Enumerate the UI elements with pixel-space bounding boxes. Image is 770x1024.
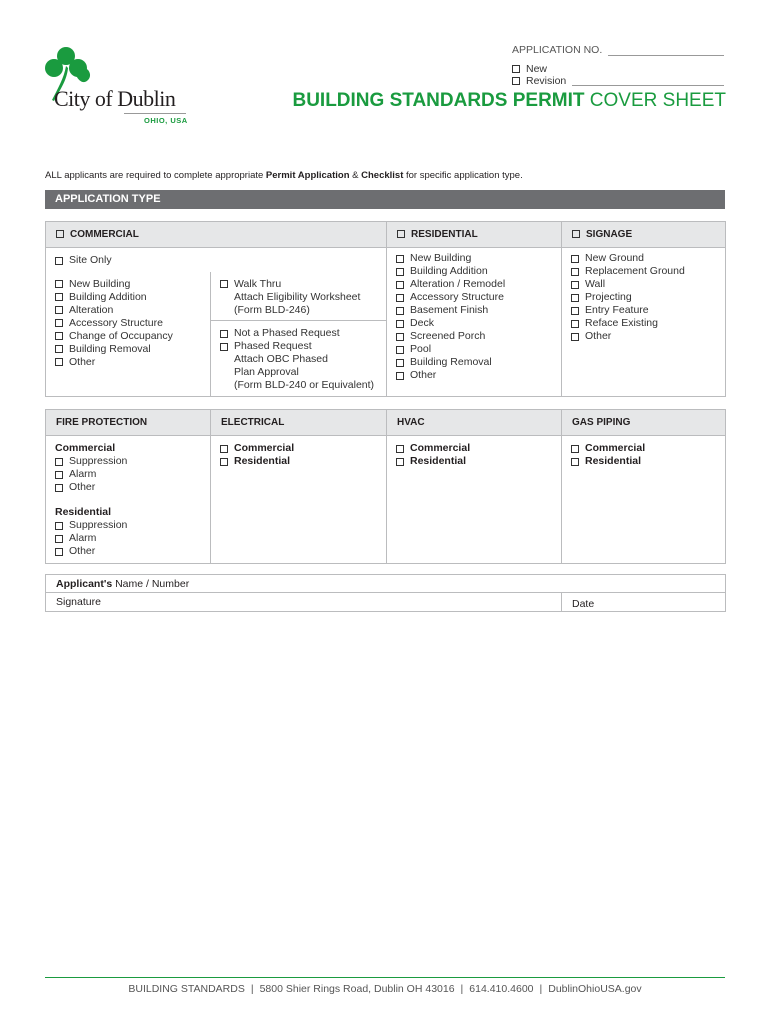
checkbox[interactable] xyxy=(55,293,63,301)
option-new-label: New xyxy=(526,63,548,75)
footer-website: DublinOhioUSA.gov xyxy=(548,983,642,995)
fire-commercial-item[interactable] xyxy=(55,481,202,494)
checkbox[interactable] xyxy=(571,445,579,453)
commercial-item[interactable] xyxy=(55,330,202,343)
signage-item[interactable] xyxy=(571,317,717,330)
checkbox[interactable] xyxy=(396,255,404,263)
residential-list-cell xyxy=(387,248,562,397)
phased-label: Phased Request xyxy=(234,340,312,352)
commercial-list-cell xyxy=(46,272,211,397)
option-label: Accessory Structure xyxy=(410,291,504,303)
option-label: Building Removal xyxy=(69,342,151,355)
revision-line xyxy=(572,77,724,86)
hvac-item[interactable] xyxy=(396,455,553,468)
checkbox[interactable] xyxy=(396,372,404,380)
residential-item[interactable] xyxy=(396,369,553,382)
signage-item[interactable] xyxy=(571,252,717,265)
signage-item[interactable] xyxy=(571,291,717,304)
phased-option[interactable] xyxy=(220,340,378,353)
signage-item[interactable] xyxy=(571,330,717,343)
residential-item[interactable] xyxy=(396,291,553,304)
option-label: Building Addition xyxy=(69,290,147,303)
option-revision[interactable] xyxy=(512,75,724,87)
not-phased-label: Not a Phased Request xyxy=(234,327,340,339)
footer-dept: BUILDING STANDARDS xyxy=(128,983,245,995)
walk-thru-note-1: Attach Eligibility Worksheet xyxy=(234,290,361,303)
hvac-header: HVAC xyxy=(387,410,562,436)
phasing-cell xyxy=(211,321,387,397)
fire-residential-item[interactable] xyxy=(55,519,202,532)
application-number-block xyxy=(512,44,724,87)
checkbox[interactable] xyxy=(571,307,579,315)
option-label: New Ground xyxy=(585,252,644,264)
not-phased-checkbox[interactable] xyxy=(220,330,228,338)
residential-header-label: RESIDENTIAL xyxy=(411,229,478,240)
intro-text xyxy=(45,170,523,181)
option-label: Residential xyxy=(410,455,467,467)
gas-piping-list xyxy=(562,436,725,468)
checkbox[interactable] xyxy=(396,281,404,289)
checkbox[interactable] xyxy=(571,255,579,263)
footer-rule xyxy=(45,977,725,978)
option-label: Alteration / Remodel xyxy=(410,278,506,290)
electrical-item[interactable] xyxy=(220,455,378,468)
commercial-header-label: COMMERCIAL xyxy=(70,229,139,240)
checkbox[interactable] xyxy=(55,471,63,479)
option-label: Alarm xyxy=(69,468,97,480)
footer xyxy=(45,983,725,995)
application-number-field[interactable] xyxy=(608,47,724,56)
checkbox[interactable] xyxy=(396,294,404,302)
walk-thru-note-2: (Form BLD-246) xyxy=(234,303,310,316)
applicant-name-field[interactable] xyxy=(46,575,726,593)
checkbox[interactable] xyxy=(571,320,579,328)
checkbox[interactable] xyxy=(55,484,63,492)
site-only-option[interactable] xyxy=(55,254,378,267)
electrical-cell xyxy=(211,436,387,564)
signage-header-label: SIGNAGE xyxy=(586,229,633,240)
checkbox[interactable] xyxy=(396,346,404,354)
checkbox[interactable] xyxy=(55,548,63,556)
checkbox[interactable] xyxy=(220,445,228,453)
commercial-item[interactable] xyxy=(55,278,202,291)
checkbox[interactable] xyxy=(55,332,63,340)
option-label: Change of Occupancy xyxy=(69,329,173,342)
checkbox[interactable] xyxy=(396,268,404,276)
checkbox[interactable] xyxy=(55,280,63,288)
walk-thru-checkbox[interactable] xyxy=(220,280,228,288)
option-label: Suppression xyxy=(69,519,128,531)
checkbox[interactable] xyxy=(55,319,63,327)
option-label: Pool xyxy=(410,343,432,355)
electrical-item[interactable] xyxy=(220,442,378,455)
fire-residential-heading: Residential xyxy=(55,506,112,518)
phased-checkbox[interactable] xyxy=(220,343,228,351)
residential-item[interactable] xyxy=(396,252,553,265)
option-label: Suppression xyxy=(69,455,128,467)
page-title xyxy=(264,90,726,112)
option-label: Reface Existing xyxy=(585,317,658,329)
intro-post: for specific application type. xyxy=(403,170,523,181)
phasing-note-3: (Form BLD-240 or Equivalent) xyxy=(234,379,375,391)
signature-field[interactable] xyxy=(46,593,562,612)
fire-residential-item[interactable] xyxy=(55,545,202,558)
checkbox[interactable] xyxy=(55,535,63,543)
option-label: Entry Feature xyxy=(585,304,649,316)
footer-separator-3: | xyxy=(539,983,543,995)
option-label: Alteration xyxy=(69,303,114,316)
fire-commercial-item[interactable] xyxy=(55,468,202,481)
signage-item[interactable] xyxy=(571,278,717,291)
signage-list-cell xyxy=(562,248,726,397)
intro-amp: & xyxy=(349,170,362,181)
signage-checkbox[interactable] xyxy=(572,230,580,238)
fire-residential-item[interactable] xyxy=(55,532,202,545)
checkbox[interactable] xyxy=(55,458,63,466)
checkbox[interactable] xyxy=(55,345,63,353)
option-label: Basement Finish xyxy=(410,304,489,316)
commercial-list xyxy=(46,272,210,369)
option-label: Other xyxy=(585,330,612,342)
gas-item[interactable] xyxy=(571,442,717,455)
checkbox[interactable] xyxy=(571,294,579,302)
checkbox[interactable] xyxy=(55,306,63,314)
option-label: Commercial xyxy=(410,442,471,454)
signature-label: Signature xyxy=(56,596,101,608)
residential-item[interactable] xyxy=(396,265,553,278)
option-revision-label: Revision xyxy=(526,75,567,87)
residential-item[interactable] xyxy=(396,278,553,291)
date-field[interactable] xyxy=(562,593,726,612)
city-region: OHIO, USA xyxy=(144,116,188,125)
option-label: New Building xyxy=(69,277,131,290)
checkbox[interactable] xyxy=(55,358,63,366)
option-label: Replacement Ground xyxy=(585,265,685,277)
footer-address: 5800 Shier Rings Road, Dublin OH 43016 xyxy=(259,983,455,995)
option-label: Deck xyxy=(410,317,434,329)
not-phased-option[interactable] xyxy=(220,327,378,340)
trades-table xyxy=(45,409,726,564)
site-only-cell xyxy=(46,248,387,272)
option-label: Residential xyxy=(234,455,291,467)
intro-checklist: Checklist xyxy=(361,170,404,181)
signage-list xyxy=(562,248,725,343)
option-label: Building Removal xyxy=(410,356,492,368)
commercial-item[interactable] xyxy=(55,343,202,356)
hvac-cell xyxy=(387,436,562,564)
commercial-checkbox[interactable] xyxy=(56,230,64,238)
spacer xyxy=(55,494,202,506)
commercial-item[interactable] xyxy=(55,304,202,317)
commercial-item[interactable] xyxy=(55,291,202,304)
residential-checkbox[interactable] xyxy=(397,230,405,238)
checkbox[interactable] xyxy=(55,522,63,530)
applicant-table xyxy=(45,574,726,612)
logo-rule xyxy=(124,113,186,114)
applicant-name-label: Name / Number xyxy=(112,578,190,590)
phasing-note-2: Plan Approval xyxy=(234,366,299,378)
revision-checkbox[interactable] xyxy=(512,77,520,85)
commercial-item[interactable] xyxy=(55,317,202,330)
walk-thru-option[interactable] xyxy=(220,278,378,291)
option-new[interactable] xyxy=(512,63,547,75)
walk-thru-cell xyxy=(211,272,387,321)
residential-item[interactable] xyxy=(396,356,553,369)
checkbox[interactable] xyxy=(571,281,579,289)
option-label: Commercial xyxy=(585,442,646,454)
signage-item[interactable] xyxy=(571,265,717,278)
walk-thru-label: Walk Thru xyxy=(234,277,282,290)
checkbox[interactable] xyxy=(571,333,579,341)
checkbox[interactable] xyxy=(220,458,228,466)
phasing-note-1: Attach OBC Phased xyxy=(234,353,328,365)
commercial-header[interactable] xyxy=(46,222,387,248)
date-label: Date xyxy=(572,598,595,610)
residential-header[interactable] xyxy=(387,222,562,248)
electrical-header: ELECTRICAL xyxy=(211,410,387,436)
checkbox[interactable] xyxy=(571,268,579,276)
title-regular: COVER SHEET xyxy=(589,90,726,111)
option-label: Residential xyxy=(585,455,642,467)
footer-phone: 614.410.4600 xyxy=(469,983,534,995)
checkbox[interactable] xyxy=(571,458,579,466)
fire-protection-cell xyxy=(46,436,211,564)
application-type-heading: APPLICATION TYPE xyxy=(45,190,725,209)
option-label: Commercial xyxy=(234,442,295,454)
checkbox[interactable] xyxy=(396,458,404,466)
option-label: Alarm xyxy=(69,532,97,544)
new-checkbox[interactable] xyxy=(512,65,520,73)
option-label: Projecting xyxy=(585,291,632,303)
checkbox[interactable] xyxy=(396,333,404,341)
option-label: Screened Porch xyxy=(410,330,486,342)
residential-item[interactable] xyxy=(396,330,553,343)
residential-list xyxy=(387,248,561,382)
checkbox[interactable] xyxy=(396,320,404,328)
fire-protection-list xyxy=(46,436,210,558)
fire-commercial-heading: Commercial xyxy=(55,442,116,454)
residential-item[interactable] xyxy=(396,304,553,317)
checkbox[interactable] xyxy=(396,307,404,315)
gas-item[interactable] xyxy=(571,455,717,468)
application-type-table xyxy=(45,221,726,397)
application-number-label: APPLICATION NO. xyxy=(512,44,603,56)
residential-item[interactable] xyxy=(396,343,553,356)
intro-permit: Permit Application xyxy=(265,170,350,181)
hvac-list xyxy=(387,436,561,468)
residential-item[interactable] xyxy=(396,317,553,330)
title-bold: BUILDING STANDARDS PERMIT xyxy=(292,90,585,111)
option-label: Accessory Structure xyxy=(69,316,163,329)
intro-pre: ALL applicants are required to complete appropriate xyxy=(45,170,266,181)
site-only-label: Site Only xyxy=(69,254,112,266)
commercial-item[interactable] xyxy=(55,356,202,369)
city-logo xyxy=(44,44,194,128)
gas-piping-header: GAS PIPING xyxy=(562,410,726,436)
footer-separator-2: | xyxy=(460,983,464,995)
option-label: Other xyxy=(69,545,96,557)
option-label: Other xyxy=(69,355,96,368)
option-label: Building Addition xyxy=(410,265,488,277)
fire-commercial-item[interactable] xyxy=(55,455,202,468)
footer-separator-1: | xyxy=(250,983,254,995)
checkbox[interactable] xyxy=(396,445,404,453)
signage-item[interactable] xyxy=(571,304,717,317)
applicant-name-bold: Applicant's xyxy=(56,578,113,590)
option-label: Other xyxy=(69,481,96,493)
fire-protection-header: FIRE PROTECTION xyxy=(46,410,211,436)
city-name: City of Dublin xyxy=(54,86,176,111)
option-label: New Building xyxy=(410,252,472,264)
checkbox[interactable] xyxy=(396,359,404,367)
option-label: Other xyxy=(410,369,437,381)
hvac-item[interactable] xyxy=(396,442,553,455)
electrical-list xyxy=(211,436,386,468)
gas-piping-cell xyxy=(562,436,726,564)
site-only-checkbox[interactable] xyxy=(55,257,63,265)
signage-header[interactable] xyxy=(562,222,726,248)
option-label: Wall xyxy=(585,278,606,290)
